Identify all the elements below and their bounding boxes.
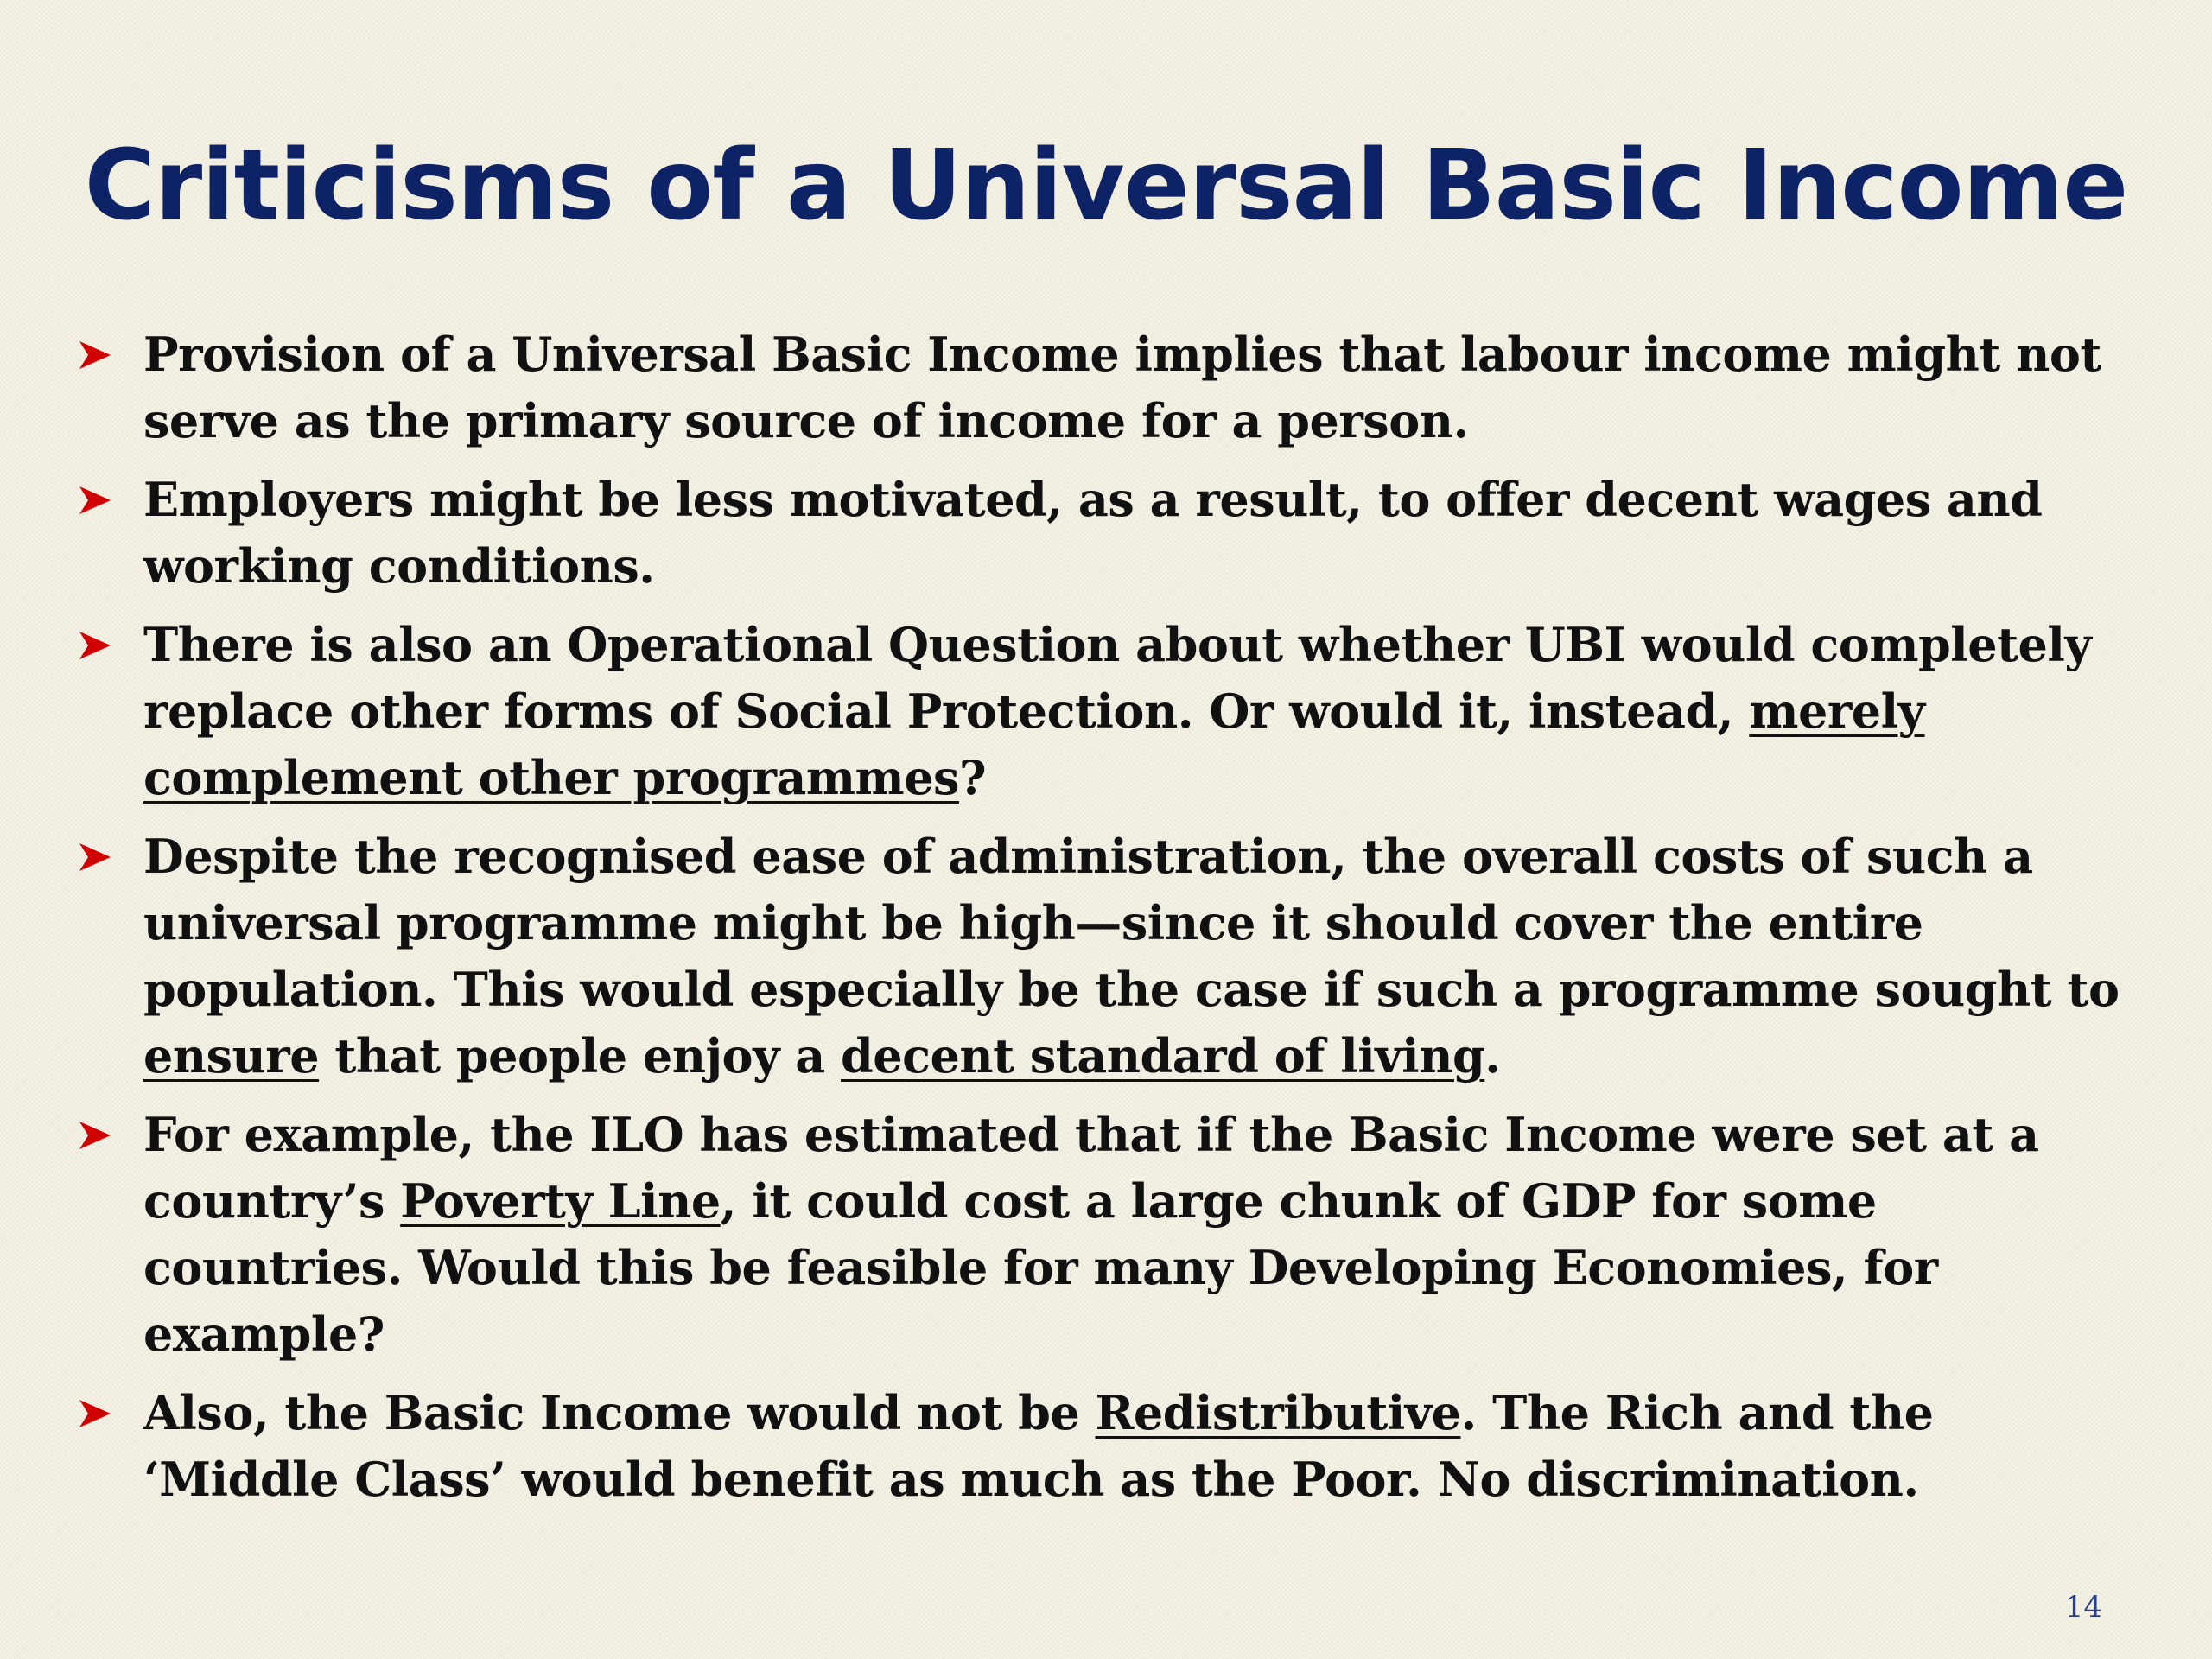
bullet-text: that people enjoy a xyxy=(319,1028,842,1084)
arrowhead-bullet-icon xyxy=(78,630,112,661)
arrowhead-bullet-icon xyxy=(78,340,112,371)
bullet-item-5 xyxy=(78,1102,2143,1368)
arrowhead-bullet-icon xyxy=(78,842,112,873)
bullet-text: ? xyxy=(958,750,987,805)
arrowhead-bullet-icon xyxy=(78,1398,112,1429)
bullet-item-1 xyxy=(78,321,2143,454)
bullet-text: Employers might be less motivated, as a result, to offer decent wages and working conditions. xyxy=(143,472,2043,594)
bullet-text: Also, the Basic Income would not be xyxy=(143,1385,1096,1440)
bullet-text: There is also an Operational Question about whether UBI would completely replace other forms of Social Protection. Or would it, instead, xyxy=(143,617,2092,739)
arrowhead-bullet-icon xyxy=(78,1120,112,1151)
bullet-item-3 xyxy=(78,612,2143,811)
slide-title: Criticisms of a Universal Basic Income xyxy=(84,130,2128,242)
arrowhead-bullet-icon xyxy=(78,485,112,516)
bullet-list xyxy=(78,321,2143,1525)
bullet-text: . xyxy=(1484,1028,1501,1084)
bullet-text: , it could cost a large chunk of GDP for some countries. Would this be feasible for many Developing Economies, for example? xyxy=(143,1173,1938,1362)
bullet-text: Provision of a Universal Basic Income implies that labour income might not serve as the primary source of income for a person. xyxy=(143,327,2101,448)
bullet-text: . The Rich and the ‘Middle Class’ would benefit as much as the Poor. No discrimination. xyxy=(143,1385,1934,1507)
underlined-phrase: decent standard of living xyxy=(841,1028,1485,1084)
bullet-item-6 xyxy=(78,1380,2143,1513)
bullet-text: For example, the ILO has estimated that if the Basic Income were set at a country’s xyxy=(143,1107,2039,1229)
underlined-phrase: Redistributive xyxy=(1095,1385,1461,1440)
bullet-text: Despite the recognised ease of administration, the overall costs of such a universal programme might be high—since it should cover the entire population. This would especially be the case if such a programme sought to xyxy=(143,829,2120,1017)
underlined-phrase: merely complement other programmes xyxy=(143,683,1925,805)
underlined-phrase: ensure xyxy=(143,1028,320,1084)
bullet-item-2 xyxy=(78,467,2143,600)
underlined-phrase: Poverty Line xyxy=(400,1173,721,1229)
bullet-item-4 xyxy=(78,823,2143,1090)
page-number: 14 xyxy=(2064,1590,2102,1624)
